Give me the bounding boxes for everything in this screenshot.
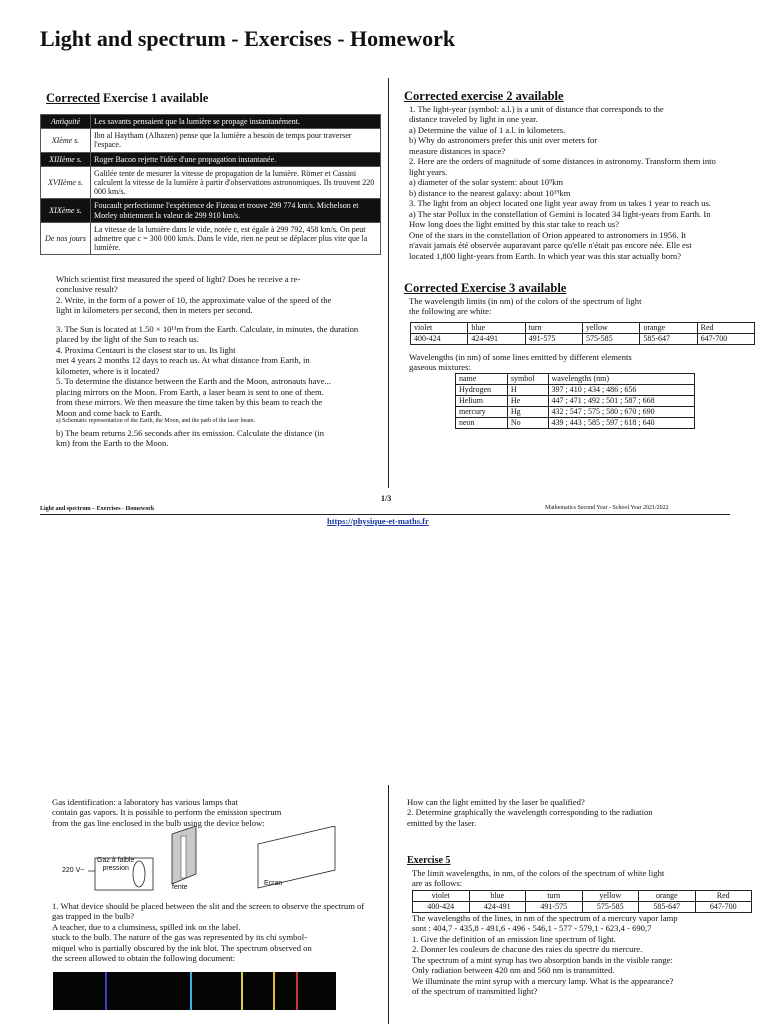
site-link[interactable]: https://physique-et-maths.fr bbox=[327, 516, 429, 526]
column-divider-top bbox=[388, 78, 389, 488]
emission-spectrum bbox=[53, 972, 336, 1010]
table-row: Helium He 447 ; 471 ; 492 ; 501 ; 587 ; 668 bbox=[456, 396, 695, 407]
spectral-line bbox=[241, 972, 243, 1010]
gas-label: Gaz à faible pression bbox=[97, 857, 135, 872]
table-row: Hydrogen H 397 ; 410 ; 434 ; 486 ; 656 bbox=[456, 385, 695, 396]
exercise5-heading: Exercise 5 bbox=[407, 855, 451, 866]
table-row: violet blue turn yellow orange Red bbox=[413, 891, 752, 902]
laser-questions: How can the light emitted by the laser be qualified? 2. Determine graphically the wavelength corresponding to the radiation emitted by the laser. bbox=[407, 797, 653, 828]
page-number: 1/3 bbox=[381, 494, 392, 503]
footer-right: Mathematics Second Year - School Year 2021/2022 bbox=[545, 505, 669, 511]
color-range-table bbox=[410, 322, 755, 345]
column-divider-bottom bbox=[388, 785, 389, 1024]
history-row: XIIIème s. Roger Bacon rejette l'idée d'une propagation instantanée. bbox=[41, 152, 381, 166]
table-row: neon No 439 ; 443 ; 585 ; 597 ; 618 ; 640 bbox=[456, 418, 695, 429]
history-row: XIXème s. Foucault perfectionne l'expérience de Fizeau et trouve 299 774 km/s. Michelson et Morley obtiennent la valeur de 299 910 km/s. bbox=[41, 199, 381, 222]
exercise5-text: The wavelengths of the lines, in nm of the spectrum of a mercury vapor lamp sont : 404,7 - 435,8 - 491,6 - 496 - 546,1 - 577 - 579,1 - 623,4 - 690,7 1. Give the definition of an emission line spectrum of light. 2. Donner les couleurs de chacune des raies du spectre du mercure. The spectrum of a mint syrup has two absorption bands in the visible range: Only radiation between 420 nm and 560 nm is transmitted. We illuminate the mint syrup with a mercury lamp. What is the appearance? of the spectrum of transmitted light? bbox=[412, 913, 678, 997]
screen-label: Ecran bbox=[264, 880, 283, 887]
footer-left: Light and spectrum – Exercises - Homework bbox=[40, 506, 155, 512]
history-row: De nos jours La vitesse de la lumière dans le vide, notée c, est égale à 299 792, 458 km/s. On peut admettre que c = 300 000 km/s. Dans le vide, rien ne peut se déplacer plus vite que la lumière. bbox=[41, 222, 381, 255]
exercise4-intro: Gas identification: a laboratory has various lamps that contain gas vapors. It is possible to perform the emission spectrum from the gas line enclosed in the bulb using the device below: bbox=[52, 797, 282, 828]
spectral-line bbox=[190, 972, 192, 1010]
history-row: XIème s. Ibn al Haytham (Alhazen) pense que la lumière a besoin de temps pour traverser l'espace. bbox=[41, 129, 381, 152]
exercise3-intro: The wavelength limits (in nm) of the colors of the spectrum of light the following are white: bbox=[409, 296, 642, 317]
history-row: XVIIème s. Galilée tente de mesurer la vitesse de propagation de la lumière. Römer et Cassini calculent la vitesse de la lumière à partir d'observations astronomiques. Ils trouvent 220 000 km/s. bbox=[41, 166, 381, 199]
spectral-line bbox=[273, 972, 275, 1010]
history-table bbox=[40, 114, 381, 255]
exercise2-text: 1. The light-year (symbol: a.l.) is a unit of distance that corresponds to the distance traveled by light in one year. a) Determine the value of 1 a.l. in kilometers. b) Why do astronomers prefer this unit over meters for measure distances in space? 2. Here are the orders of magnitude of some distances in astronomy. Transform them into light years. a) diameter of the solar system: about 10⁹km b) distance to the nearest galaxy: about 10¹⁹km 3. The light from an object located one light year away from us takes 1 year to reach us. a) The star Pollux in the constellation of Gemini is located 34 light-years from Earth. In How long does the light emitted by this star take to reach us? One of the stars in the constellation of Orion appeared to astronomers in 1956. It n'avait jamais été observée auparavant parce qu'elle n'était pas encore née. Elle est located 1,800 light-years from Earth. In which year was this star actually born? bbox=[409, 104, 716, 261]
screen-panel bbox=[258, 826, 335, 888]
spectral-line bbox=[105, 972, 107, 1010]
exercise1-questions: Which scientist first measured the speed of light? Does he receive a re- conclusive result? 2. Write, in the form of a power of 10, the approximate value of the speed of the light in kilometers per second, then in meters per second. 3. The Sun is located at 1.50 × 10¹¹m from the Earth. Calculate, in minutes, the duration placed by the light of the Sun to reach us. 4. Proxima Centauri is the closest star to us. Its light met 4 years 2 months 12 days to reach us. At what distance from Earth, in kilometer, where is it located? 5. To determine the distance between the Earth and the Moon, astronauts have... placing mirrors on the Moon. From Earth, a laser beam is sent to one of them. from these mirrors. We then measure the time taken by this beam to reach the Moon and come back to Earth. a) Schematic representation of the Earth, the Moon, and the path of the laser beam. b) The beam returns 2.56 seconds after its emission. Calculate the distance (in km) from the Earth to the Moon. bbox=[56, 274, 359, 449]
exercise3-lines-intro: Wavelengths (in nm) of some lines emitted by different elements gaseous mixtures: bbox=[409, 352, 632, 373]
footer-rule bbox=[40, 514, 730, 515]
ex5-color-range-table bbox=[412, 890, 752, 913]
slit bbox=[181, 836, 186, 878]
page-title: Light and spectrum - Exercises - Homework bbox=[40, 26, 456, 51]
exercise4-questions: 1. What device should be placed between the slit and the screen to observe the spectrum of gas trapped in the bulb? A teacher, due to a clumsiness, spilled ink on the label. stuck to the bulb. The nature of the gas was represented by its chi symbol- miquel who is partially obscured by the ink blot. The spectrum observed on the screen allowed to obtain the following document: bbox=[52, 901, 365, 964]
table-row: violet blue turn yellow orange Red bbox=[411, 323, 755, 334]
slit-label: fente bbox=[172, 884, 188, 891]
exercise2-heading: Corrected exercise 2 available bbox=[404, 89, 564, 103]
table-row: 400-424 424-491 491-575 575-585 585-647 647-700 bbox=[411, 334, 755, 345]
table-row: 400-424 424-491 491-575 575-585 585-647 647-700 bbox=[413, 902, 752, 913]
element-lines-table bbox=[455, 373, 695, 429]
voltage-label: 220 V~ bbox=[62, 867, 85, 874]
exercise5-intro: The limit wavelengths, in nm, of the colors of the spectrum of white light are as follows: bbox=[412, 868, 665, 889]
table-row: mercury Hg 432 ; 547 ; 575 ; 580 ; 670 ; 690 bbox=[456, 407, 695, 418]
table-row: name symbol wavelengths (nm) bbox=[456, 374, 695, 385]
exercise3-heading: Corrected Exercise 3 available bbox=[404, 281, 567, 295]
history-row: Antiquité Les savants pensaient que la lumière se propage instantanément. bbox=[41, 115, 381, 129]
gas-bulb bbox=[133, 861, 145, 887]
spectral-line bbox=[296, 972, 298, 1010]
exercise1-heading: Corrected Exercise 1 available bbox=[46, 91, 209, 105]
